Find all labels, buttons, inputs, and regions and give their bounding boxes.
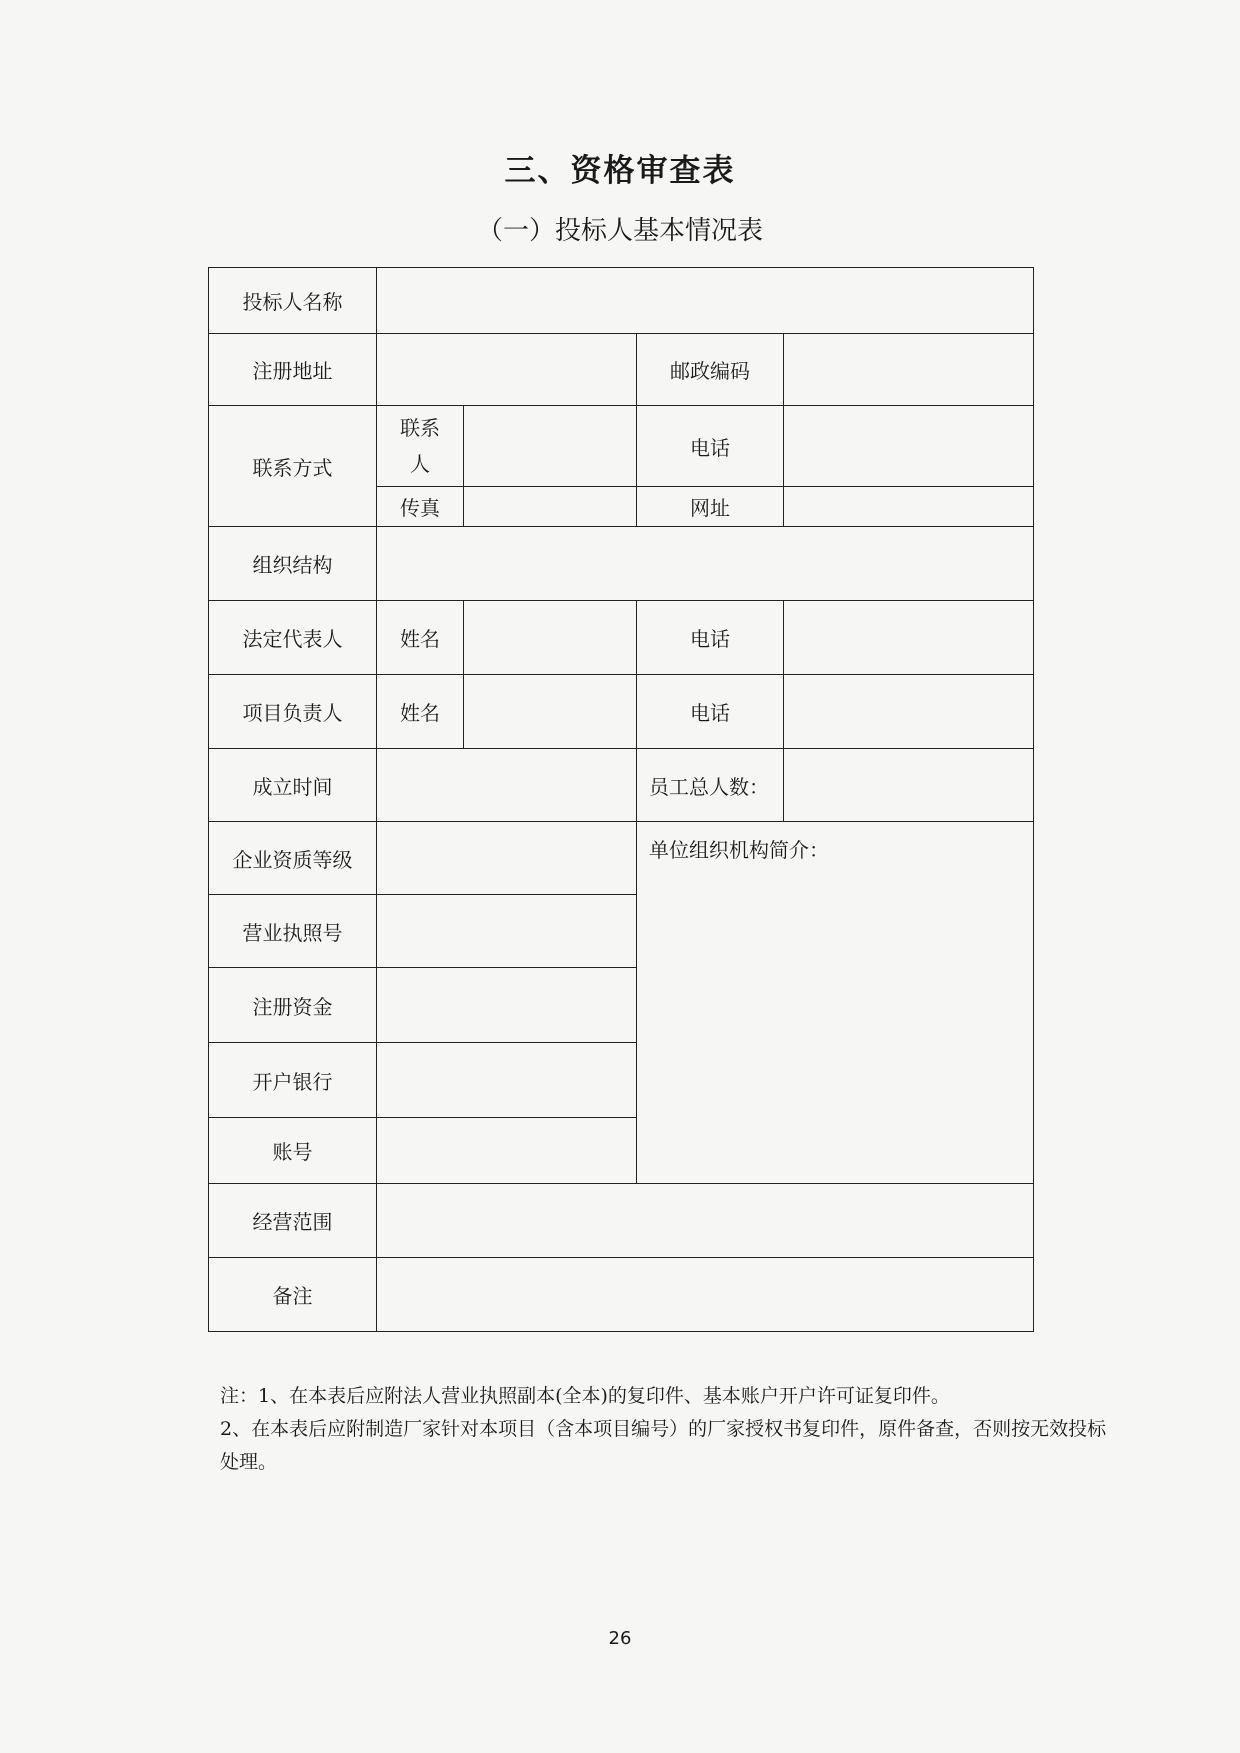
org-structure-label: 组织结构: [209, 527, 377, 601]
note-1: 注：1、在本表后应附法人营业执照副本(全本)的复印件、基本账户开户许可证复印件。: [220, 1385, 950, 1407]
remarks-label: 备注: [209, 1258, 377, 1332]
qualification-label: 企业资质等级: [209, 822, 377, 895]
page-number: 26: [608, 1628, 632, 1649]
fax-label: 传真: [377, 487, 464, 527]
bidder-name-field[interactable]: [377, 268, 1034, 334]
project-lead-label: 项目负责人: [209, 675, 377, 749]
registered-capital-field[interactable]: [377, 968, 637, 1043]
established-field[interactable]: [377, 749, 637, 822]
org-structure-field[interactable]: [377, 527, 1034, 601]
bidder-info-table: [208, 267, 1034, 1332]
legal-rep-name-label: 姓名: [377, 601, 464, 675]
page-title: 三、资格审查表: [504, 153, 736, 189]
registered-address-field[interactable]: [377, 334, 637, 406]
total-staff-label: 员工总人数：: [637, 749, 784, 822]
postal-code-label: 邮政编码: [637, 334, 784, 406]
registered-address-label: 注册地址: [209, 334, 377, 406]
bidder-name-label: 投标人名称: [209, 268, 377, 334]
legal-rep-label: 法定代表人: [209, 601, 377, 675]
contact-phone-field[interactable]: [784, 406, 1034, 487]
legal-rep-name-field[interactable]: [464, 601, 637, 675]
legal-rep-phone-label: 电话: [637, 601, 784, 675]
project-lead-name-label: 姓名: [377, 675, 464, 749]
org-intro-cell[interactable]: [637, 822, 1034, 1184]
established-label: 成立时间: [209, 749, 377, 822]
qualification-field[interactable]: [377, 822, 637, 895]
website-label: 网址: [637, 487, 784, 527]
license-no-field[interactable]: [377, 895, 637, 968]
account-label: 账号: [209, 1118, 377, 1184]
business-scope-field[interactable]: [377, 1184, 1034, 1258]
bank-field[interactable]: [377, 1043, 637, 1118]
project-lead-name-field[interactable]: [464, 675, 637, 749]
website-field[interactable]: [784, 487, 1034, 527]
legal-rep-phone-field[interactable]: [784, 601, 1034, 675]
contact-phone-label: 电话: [637, 406, 784, 487]
fax-field[interactable]: [464, 487, 637, 527]
project-lead-phone-field[interactable]: [784, 675, 1034, 749]
project-lead-phone-label: 电话: [637, 675, 784, 749]
postal-code-field[interactable]: [784, 334, 1034, 406]
page-subtitle: （一）投标人基本情况表: [476, 216, 763, 246]
notes: [220, 1380, 1120, 1479]
contact-person-field[interactable]: [464, 406, 637, 487]
business-scope-label: 经营范围: [209, 1184, 377, 1258]
bank-label: 开户银行: [209, 1043, 377, 1118]
note-2: 2、在本表后应附制造厂家针对本项目（含本项目编号）的厂家授权书复印件，原件备查，否则按无效投标处理。: [220, 1418, 1107, 1473]
contact-person-label: 联系人: [377, 406, 464, 487]
total-staff-field[interactable]: [784, 749, 1034, 822]
contact-method-label: 联系方式: [209, 406, 377, 527]
registered-capital-label: 注册资金: [209, 968, 377, 1043]
remarks-field[interactable]: [377, 1258, 1034, 1332]
account-field[interactable]: [377, 1118, 637, 1184]
license-no-label: 营业执照号: [209, 895, 377, 968]
org-intro-label: 单位组织机构简介：: [649, 838, 829, 862]
